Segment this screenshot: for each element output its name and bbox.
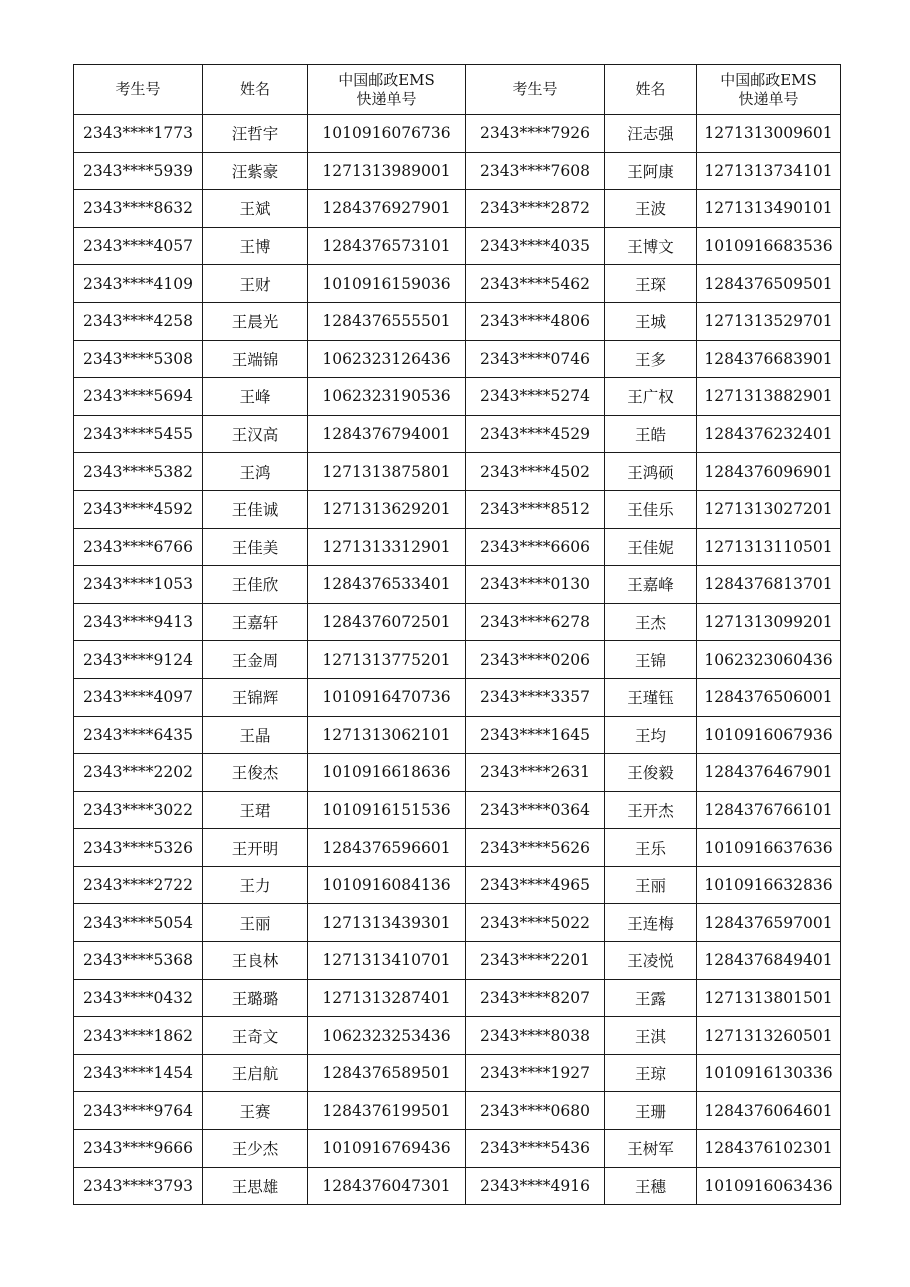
ems-tracking-cell: 1284376102301 — [697, 1130, 841, 1168]
table-row — [74, 227, 841, 265]
name-cell: 王杰 — [605, 603, 697, 641]
candidate-id-cell: 2343****7608 — [466, 152, 605, 190]
candidate-id-cell: 2343****6435 — [74, 716, 203, 754]
ems-tracking-cell: 1284376589501 — [308, 1054, 466, 1092]
candidate-id-cell: 2343****4109 — [74, 265, 203, 303]
ems-tracking-cell: 1010916076736 — [308, 115, 466, 153]
table-row — [74, 265, 841, 303]
table-row — [74, 829, 841, 867]
ems-tracking-table — [73, 64, 841, 1205]
name-cell: 王俊杰 — [203, 754, 308, 792]
table-row — [74, 490, 841, 528]
ems-tracking-cell: 1010916130336 — [697, 1054, 841, 1092]
ems-tracking-cell: 1284376573101 — [308, 227, 466, 265]
name-cell: 王晨光 — [203, 302, 308, 340]
name-cell: 王露 — [605, 979, 697, 1017]
name-cell: 王佳诚 — [203, 490, 308, 528]
ems-tracking-cell: 1062323190536 — [308, 378, 466, 416]
name-cell: 王博文 — [605, 227, 697, 265]
ems-tracking-cell: 1271313260501 — [697, 1017, 841, 1055]
candidate-id-cell: 2343****5274 — [466, 378, 605, 416]
ems-tracking-cell: 1284376509501 — [697, 265, 841, 303]
ems-tracking-cell: 1284376232401 — [697, 415, 841, 453]
candidate-id-cell: 2343****5455 — [74, 415, 203, 453]
ems-tracking-cell: 1284376199501 — [308, 1092, 466, 1130]
table-row — [74, 603, 841, 641]
candidate-id-cell: 2343****9666 — [74, 1130, 203, 1168]
candidate-id-cell: 2343****4258 — [74, 302, 203, 340]
table-row — [74, 340, 841, 378]
ems-tracking-cell: 1271313110501 — [697, 528, 841, 566]
candidate-id-cell: 2343****0746 — [466, 340, 605, 378]
candidate-id-cell: 2343****5368 — [74, 942, 203, 980]
table-header-row — [74, 65, 841, 115]
ems-tracking-cell: 1284376927901 — [308, 190, 466, 228]
name-cell: 王丽 — [203, 904, 308, 942]
ems-tracking-cell: 1284376555501 — [308, 302, 466, 340]
candidate-id-cell: 2343****0432 — [74, 979, 203, 1017]
candidate-id-cell: 2343****1645 — [466, 716, 605, 754]
ems-tracking-cell: 1284376849401 — [697, 942, 841, 980]
candidate-id-cell: 2343****5308 — [74, 340, 203, 378]
table-row — [74, 566, 841, 604]
name-cell: 王锦辉 — [203, 678, 308, 716]
name-cell: 王琛 — [605, 265, 697, 303]
candidate-id-cell: 2343****6606 — [466, 528, 605, 566]
name-cell: 王开明 — [203, 829, 308, 867]
candidate-id-cell: 2343****2202 — [74, 754, 203, 792]
name-cell: 王嘉峰 — [605, 566, 697, 604]
name-cell: 王晶 — [203, 716, 308, 754]
header-candidate-id: 考生号 — [74, 65, 203, 115]
candidate-id-cell: 2343****9124 — [74, 641, 203, 679]
table-row — [74, 152, 841, 190]
ems-tracking-cell: 1010916769436 — [308, 1130, 466, 1168]
name-cell: 王良林 — [203, 942, 308, 980]
ems-tracking-cell: 1271313287401 — [308, 979, 466, 1017]
ems-tracking-cell: 1284376596601 — [308, 829, 466, 867]
ems-tracking-cell: 1271313875801 — [308, 453, 466, 491]
name-cell: 王璐璐 — [203, 979, 308, 1017]
candidate-id-cell: 2343****4965 — [466, 866, 605, 904]
ems-tracking-cell: 1010916067936 — [697, 716, 841, 754]
ems-tracking-cell: 1284376072501 — [308, 603, 466, 641]
name-cell: 王城 — [605, 302, 697, 340]
name-cell: 王峰 — [203, 378, 308, 416]
candidate-id-cell: 2343****1053 — [74, 566, 203, 604]
ems-tracking-cell: 1271313439301 — [308, 904, 466, 942]
ems-tracking-cell: 1284376064601 — [697, 1092, 841, 1130]
table-row — [74, 754, 841, 792]
name-cell: 王树军 — [605, 1130, 697, 1168]
ems-tracking-cell: 1271313099201 — [697, 603, 841, 641]
candidate-id-cell: 2343****5694 — [74, 378, 203, 416]
candidate-id-cell: 2343****6278 — [466, 603, 605, 641]
ems-tracking-cell: 1284376813701 — [697, 566, 841, 604]
candidate-id-cell: 2343****4035 — [466, 227, 605, 265]
candidate-id-cell: 2343****4529 — [466, 415, 605, 453]
ems-tracking-cell: 1271313529701 — [697, 302, 841, 340]
candidate-id-cell: 2343****4502 — [466, 453, 605, 491]
candidate-id-cell: 2343****3022 — [74, 791, 203, 829]
name-cell: 王琼 — [605, 1054, 697, 1092]
candidate-id-cell: 2343****3793 — [74, 1167, 203, 1205]
candidate-id-cell: 2343****5462 — [466, 265, 605, 303]
candidate-id-cell: 2343****0680 — [466, 1092, 605, 1130]
ems-tracking-cell: 1010916063436 — [697, 1167, 841, 1205]
candidate-id-cell: 2343****8512 — [466, 490, 605, 528]
candidate-id-cell: 2343****1862 — [74, 1017, 203, 1055]
candidate-id-cell: 2343****9764 — [74, 1092, 203, 1130]
name-cell: 王多 — [605, 340, 697, 378]
table-row — [74, 1167, 841, 1205]
name-cell: 王锦 — [605, 641, 697, 679]
ems-tracking-cell: 1271313009601 — [697, 115, 841, 153]
candidate-id-cell: 2343****5939 — [74, 152, 203, 190]
ems-tracking-cell: 1271313062101 — [308, 716, 466, 754]
candidate-id-cell: 2343****3357 — [466, 678, 605, 716]
table-row — [74, 190, 841, 228]
ems-tracking-cell: 1271313490101 — [697, 190, 841, 228]
name-cell: 王鸿硕 — [605, 453, 697, 491]
candidate-id-cell: 2343****4097 — [74, 678, 203, 716]
name-cell: 王波 — [605, 190, 697, 228]
candidate-id-cell: 2343****4916 — [466, 1167, 605, 1205]
table-row — [74, 415, 841, 453]
name-cell: 王乐 — [605, 829, 697, 867]
ems-tracking-cell: 1284376533401 — [308, 566, 466, 604]
ems-tracking-cell: 1010916470736 — [308, 678, 466, 716]
ems-tracking-cell: 1284376096901 — [697, 453, 841, 491]
name-cell: 王穗 — [605, 1167, 697, 1205]
name-cell: 王斌 — [203, 190, 308, 228]
name-cell: 王珊 — [605, 1092, 697, 1130]
candidate-id-cell: 2343****8632 — [74, 190, 203, 228]
name-cell: 王俊毅 — [605, 754, 697, 792]
ems-tracking-cell: 1010916084136 — [308, 866, 466, 904]
ems-tracking-cell: 1010916632836 — [697, 866, 841, 904]
ems-tracking-cell: 1284376047301 — [308, 1167, 466, 1205]
name-cell: 王珺 — [203, 791, 308, 829]
name-cell: 汪紫豪 — [203, 152, 308, 190]
name-cell: 王连梅 — [605, 904, 697, 942]
candidate-id-cell: 2343****5054 — [74, 904, 203, 942]
ems-tracking-cell: 1271313027201 — [697, 490, 841, 528]
name-cell: 王力 — [203, 866, 308, 904]
header-name: 姓名 — [203, 65, 308, 115]
name-cell: 王鸿 — [203, 453, 308, 491]
candidate-id-cell: 2343****1927 — [466, 1054, 605, 1092]
table-body — [74, 65, 841, 1205]
name-cell: 王嘉轩 — [203, 603, 308, 641]
name-cell: 王思雄 — [203, 1167, 308, 1205]
candidate-id-cell: 2343****5326 — [74, 829, 203, 867]
ems-tracking-cell: 1271313312901 — [308, 528, 466, 566]
ems-tracking-cell: 1284376794001 — [308, 415, 466, 453]
candidate-id-cell: 2343****6766 — [74, 528, 203, 566]
header-candidate-id: 考生号 — [466, 65, 605, 115]
header-ems-tracking: 中国邮政EMS 快递单号 — [308, 65, 466, 115]
candidate-id-cell: 2343****5382 — [74, 453, 203, 491]
ems-tracking-cell: 1271313775201 — [308, 641, 466, 679]
name-cell: 王少杰 — [203, 1130, 308, 1168]
name-cell: 王汉高 — [203, 415, 308, 453]
header-name: 姓名 — [605, 65, 697, 115]
ems-tracking-cell: 1062323253436 — [308, 1017, 466, 1055]
name-cell: 王博 — [203, 227, 308, 265]
candidate-id-cell: 2343****5626 — [466, 829, 605, 867]
table-row — [74, 1017, 841, 1055]
candidate-id-cell: 2343****8038 — [466, 1017, 605, 1055]
ems-tracking-cell: 1010916618636 — [308, 754, 466, 792]
name-cell: 王财 — [203, 265, 308, 303]
name-cell: 王启航 — [203, 1054, 308, 1092]
ems-tracking-cell: 1010916637636 — [697, 829, 841, 867]
name-cell: 王淇 — [605, 1017, 697, 1055]
candidate-id-cell: 2343****4057 — [74, 227, 203, 265]
name-cell: 王皓 — [605, 415, 697, 453]
table-row — [74, 678, 841, 716]
table-row — [74, 979, 841, 1017]
table-row — [74, 1092, 841, 1130]
ems-tracking-cell: 1284376683901 — [697, 340, 841, 378]
header-ems-tracking: 中国邮政EMS 快递单号 — [697, 65, 841, 115]
table-row — [74, 302, 841, 340]
name-cell: 王凌悦 — [605, 942, 697, 980]
name-cell: 汪志强 — [605, 115, 697, 153]
candidate-id-cell: 2343****2722 — [74, 866, 203, 904]
name-cell: 王奇文 — [203, 1017, 308, 1055]
name-cell: 王赛 — [203, 1092, 308, 1130]
name-cell: 王瑾钰 — [605, 678, 697, 716]
table-row — [74, 791, 841, 829]
table-row — [74, 453, 841, 491]
name-cell: 王佳乐 — [605, 490, 697, 528]
ems-tracking-cell: 1010916683536 — [697, 227, 841, 265]
ems-tracking-cell: 1284376597001 — [697, 904, 841, 942]
candidate-id-cell: 2343****0364 — [466, 791, 605, 829]
table-row — [74, 528, 841, 566]
candidate-id-cell: 2343****5436 — [466, 1130, 605, 1168]
ems-tracking-cell: 1271313410701 — [308, 942, 466, 980]
table-row — [74, 1054, 841, 1092]
table-row — [74, 641, 841, 679]
table-row — [74, 904, 841, 942]
candidate-id-cell: 2343****2631 — [466, 754, 605, 792]
table-row — [74, 716, 841, 754]
name-cell: 王阿康 — [605, 152, 697, 190]
ems-tracking-cell: 1271313801501 — [697, 979, 841, 1017]
table-row — [74, 378, 841, 416]
ems-tracking-cell: 1284376506001 — [697, 678, 841, 716]
ems-tracking-cell: 1010916159036 — [308, 265, 466, 303]
table-row — [74, 1130, 841, 1168]
ems-tracking-cell: 1271313989001 — [308, 152, 466, 190]
name-cell: 王金周 — [203, 641, 308, 679]
ems-tracking-cell: 1284376766101 — [697, 791, 841, 829]
name-cell: 王佳妮 — [605, 528, 697, 566]
table-row — [74, 866, 841, 904]
ems-tracking-cell: 1062323126436 — [308, 340, 466, 378]
name-cell: 王佳欣 — [203, 566, 308, 604]
candidate-id-cell: 2343****5022 — [466, 904, 605, 942]
ems-tracking-cell: 1062323060436 — [697, 641, 841, 679]
candidate-id-cell: 2343****0130 — [466, 566, 605, 604]
name-cell: 王均 — [605, 716, 697, 754]
candidate-id-cell: 2343****4592 — [74, 490, 203, 528]
candidate-id-cell: 2343****4806 — [466, 302, 605, 340]
table-row — [74, 942, 841, 980]
ems-tracking-cell: 1284376467901 — [697, 754, 841, 792]
ems-tracking-cell: 1271313734101 — [697, 152, 841, 190]
name-cell: 王开杰 — [605, 791, 697, 829]
candidate-id-cell: 2343****2872 — [466, 190, 605, 228]
ems-tracking-cell: 1271313882901 — [697, 378, 841, 416]
candidate-id-cell: 2343****2201 — [466, 942, 605, 980]
table-row — [74, 115, 841, 153]
candidate-id-cell: 2343****1773 — [74, 115, 203, 153]
candidate-id-cell: 2343****9413 — [74, 603, 203, 641]
candidate-id-cell: 2343****0206 — [466, 641, 605, 679]
candidate-id-cell: 2343****8207 — [466, 979, 605, 1017]
name-cell: 王端锦 — [203, 340, 308, 378]
name-cell: 王佳美 — [203, 528, 308, 566]
candidate-id-cell: 2343****1454 — [74, 1054, 203, 1092]
ems-tracking-cell: 1271313629201 — [308, 490, 466, 528]
name-cell: 王丽 — [605, 866, 697, 904]
name-cell: 王广权 — [605, 378, 697, 416]
candidate-id-cell: 2343****7926 — [466, 115, 605, 153]
name-cell: 汪哲宇 — [203, 115, 308, 153]
ems-tracking-cell: 1010916151536 — [308, 791, 466, 829]
